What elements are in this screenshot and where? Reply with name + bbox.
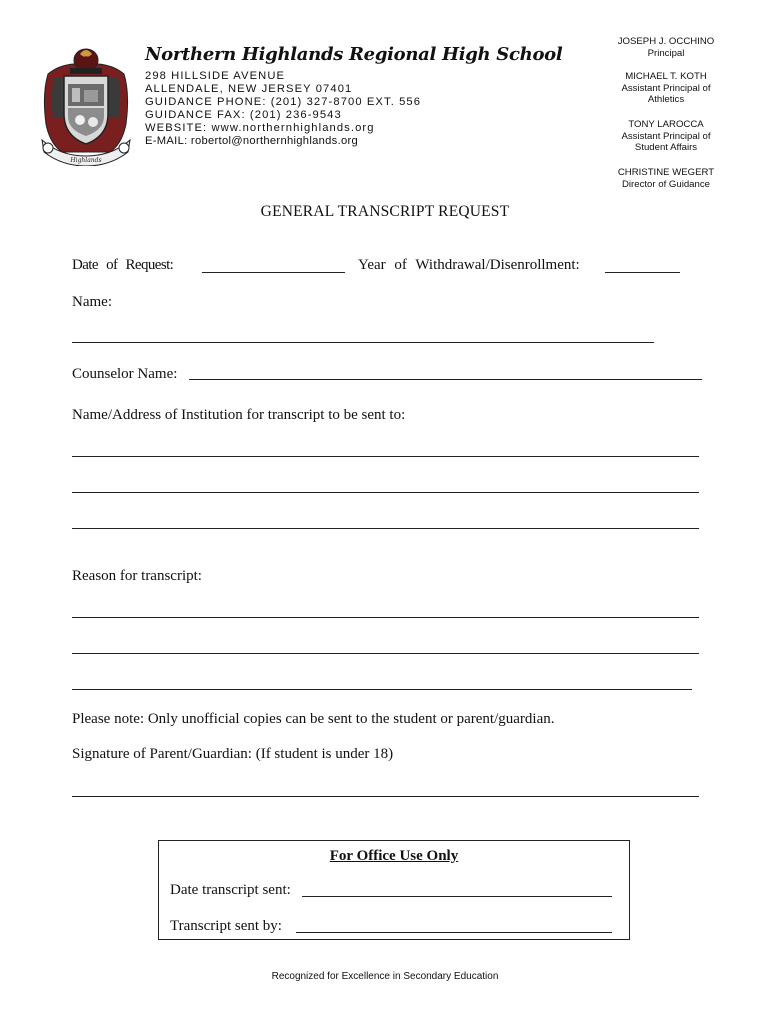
address-street: 298 HILLSIDE AVENUE: [145, 70, 286, 82]
counselor-label: Counselor Name:: [72, 366, 178, 382]
reason-line-1[interactable]: [72, 617, 699, 618]
institution-line-1[interactable]: [72, 456, 699, 457]
sent-by-field[interactable]: [296, 932, 612, 933]
staff-name: CHRISTINE WEGERT: [617, 167, 715, 178]
institution-line-2[interactable]: [72, 492, 699, 493]
school-crest-icon: [40, 44, 132, 166]
staff-role: Assistant Principal of Athletics: [621, 82, 711, 105]
form-title: GENERAL TRANSCRIPT REQUEST: [260, 203, 510, 220]
staff-name: TONY LAROCCA: [628, 119, 704, 130]
staff-principal: [600, 36, 732, 59]
staff-role: Director of Guidance: [622, 178, 710, 190]
date-of-request-label: Date of Request:: [72, 257, 174, 273]
reason-line-3[interactable]: [72, 689, 692, 690]
signature-label: Signature of Parent/Guardian: (If student is under 18): [72, 746, 394, 762]
date-of-request-field[interactable]: [202, 272, 345, 273]
name-field[interactable]: [72, 342, 654, 343]
office-use-box: [158, 840, 630, 940]
staff-role: Principal: [647, 47, 685, 59]
staff-name: MICHAEL T. KOTH: [625, 71, 707, 82]
institution-line-3[interactable]: [72, 528, 699, 529]
guidance-phone: GUIDANCE PHONE: (201) 327-8700 EXT. 556: [145, 96, 422, 108]
date-sent-field[interactable]: [302, 896, 612, 897]
staff-role: Assistant Principal of Student Affairs: [621, 130, 711, 153]
staff-name: JOSEPH J. OCCHINO: [617, 36, 715, 47]
year-withdrawal-field[interactable]: [605, 272, 680, 273]
institution-label: Name/Address of Institution for transcript to be sent to:: [72, 407, 406, 423]
guidance-fax: GUIDANCE FAX: (201) 236-9543: [145, 109, 342, 121]
office-use-title: For Office Use Only: [329, 848, 459, 864]
counselor-field[interactable]: [189, 379, 702, 380]
reason-line-2[interactable]: [72, 653, 699, 654]
email: E-MAIL: robertol@northernhighlands.org: [145, 135, 359, 147]
staff-athletics: [600, 71, 732, 106]
sent-by-label: Transcript sent by:: [170, 918, 282, 934]
staff-guidance: [600, 167, 732, 190]
name-label: Name:: [72, 294, 112, 310]
date-sent-label: Date transcript sent:: [170, 882, 291, 898]
footer-recognition: Recognized for Excellence in Secondary Education: [271, 971, 499, 982]
staff-student-affairs: [600, 119, 732, 154]
website: WEBSITE: www.northernhighlands.org: [145, 122, 375, 134]
address-city: ALLENDALE, NEW JERSEY 07401: [145, 83, 353, 95]
svg-text:Highlands: Highlands: [70, 157, 102, 164]
school-name: Northern Highlands Regional High School: [145, 44, 563, 65]
year-withdrawal-label: Year of Withdrawal/Disenrollment:: [358, 257, 580, 273]
unofficial-copies-note: Please note: Only unofficial copies can be sent to the student or parent/guardian.: [72, 711, 555, 727]
reason-label: Reason for transcript:: [72, 568, 202, 584]
signature-field[interactable]: [72, 796, 699, 797]
